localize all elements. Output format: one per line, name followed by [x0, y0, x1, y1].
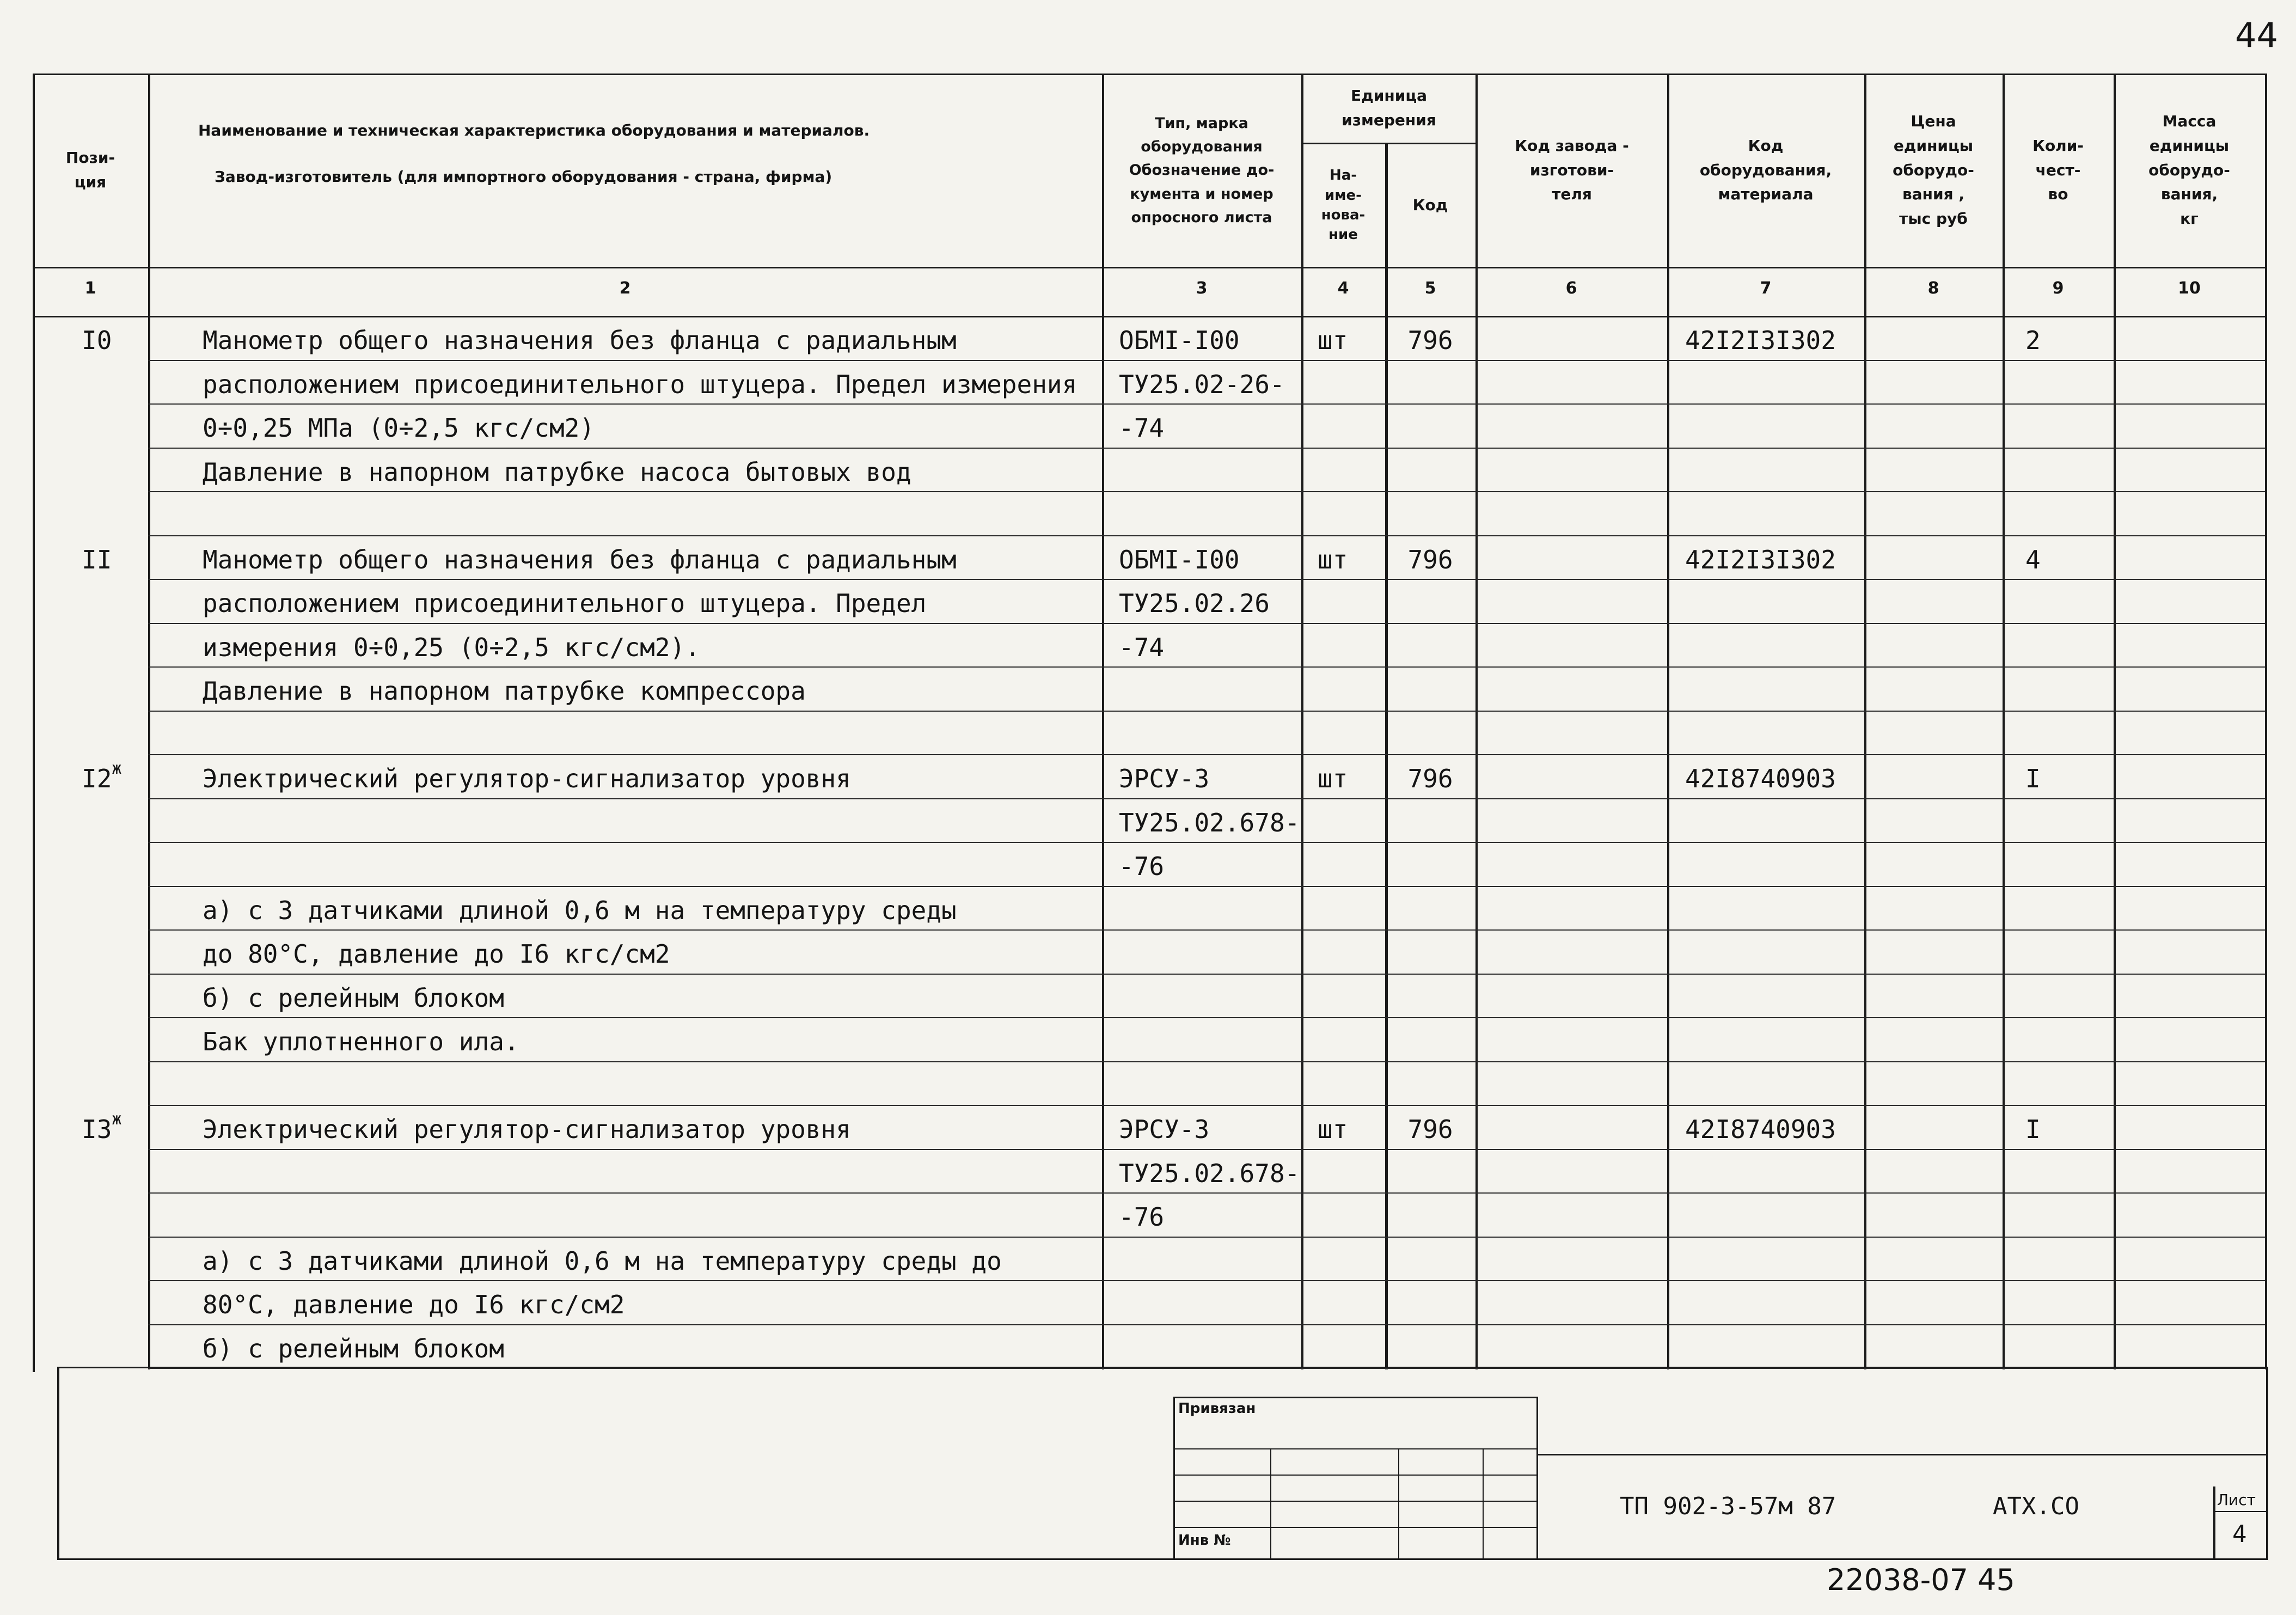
table-row [0, 842, 2296, 886]
column-number-3: 3 [1196, 279, 1208, 298]
binding-label: Привязан [1178, 1400, 1256, 1417]
name-cell: Электрический регулятор-сигнализатор уровня [203, 764, 851, 793]
header-name [149, 75, 1102, 266]
column-number-6: 6 [1565, 279, 1577, 298]
type-cell: ЭРСУ-3 [1119, 1115, 1210, 1144]
table-row [0, 1017, 2296, 1061]
table-row [0, 1061, 2296, 1105]
sheet-number: 4 [2232, 1520, 2247, 1548]
table-row [0, 1237, 2296, 1281]
name-cell: расположением присоединительного штуцера. Предел измерения [203, 369, 1077, 399]
header-unit-code: Код [1412, 195, 1448, 214]
table-row [0, 579, 2296, 623]
project-code: ТП 902-3-57м 87 [1620, 1492, 1836, 1520]
name-cell: Давление в напорном патрубке насоса бытовых вод [203, 457, 911, 487]
unit-name-cell: шт [1318, 545, 1348, 574]
table-row [0, 754, 2296, 798]
position-cell: I0 [82, 326, 112, 355]
type-cell: ОБМI-I00 [1119, 545, 1240, 574]
table-row [0, 886, 2296, 930]
quantity-cell: 4 [2025, 545, 2041, 574]
column-number-8: 8 [1927, 279, 1939, 298]
type-cell: ЭРСУ-3 [1119, 764, 1210, 793]
type-cell: ТУ25.02.26 [1119, 589, 1270, 618]
header-price: Цена единицы оборудо- вания , тыс руб [1893, 112, 1974, 228]
archive-number-handwritten: 22038-07 45 [1827, 1563, 2015, 1597]
table-row [0, 623, 2296, 667]
column-number-1: 1 [84, 279, 96, 298]
header-manufacturer-code: Код завода - изготови- теля [1515, 136, 1629, 204]
name-cell: Манометр общего назначения без фланца с радиальным [203, 545, 957, 574]
unit-code-cell: 796 [1407, 545, 1453, 574]
table-row [0, 1105, 2296, 1149]
table-row [0, 491, 2296, 535]
type-cell: -76 [1119, 852, 1165, 881]
name-cell: а) с 3 датчиками длиной 0,6 м на температуру среды [203, 895, 957, 925]
type-cell: -74 [1119, 632, 1165, 662]
name-cell: Электрический регулятор-сигнализатор уровня [203, 1115, 851, 1144]
type-cell: ТУ25.02.678- [1119, 808, 1300, 837]
name-cell: до 80°С, давление до I6 кгс/см2 [203, 939, 670, 969]
table-row [0, 1192, 2296, 1237]
table-row [0, 929, 2296, 974]
name-cell: измерения 0÷0,25 (0÷2,5 кгс/см2). [203, 632, 700, 662]
name-cell: 80°С, давление до I6 кгс/см2 [203, 1290, 625, 1319]
unit-code-cell: 796 [1407, 326, 1453, 355]
table-row [0, 1149, 2296, 1193]
unit-name-cell: шт [1318, 764, 1348, 793]
table-row [0, 535, 2296, 579]
document-code: АТХ.СО [1993, 1492, 2079, 1520]
name-cell: расположением присоединительного штуцера. Предел [203, 589, 927, 618]
header-name-line2: Завод-изготовитель (для импортного оборудования - страна, фирма) [215, 168, 832, 186]
header-equipment-code: Код оборудования, материала [1699, 136, 1832, 204]
table-row [0, 403, 2296, 448]
name-cell: а) с 3 датчиками длиной 0,6 м на температуру среды до [203, 1246, 1002, 1276]
type-cell: ТУ25.02.678- [1119, 1158, 1300, 1188]
position-cell: $I3^ж$ [82, 1110, 122, 1144]
header-position: Пози- ция [65, 149, 115, 191]
header-unit-name: На- име- нова- ние [1321, 167, 1366, 243]
table-row [0, 448, 2296, 492]
equipment-code-cell: 42I8740903 [1685, 1115, 1836, 1144]
quantity-cell: I [2025, 764, 2041, 793]
unit-name-cell: шт [1318, 326, 1348, 355]
unit-code-cell: 796 [1407, 1115, 1453, 1144]
table-row [0, 1280, 2296, 1324]
type-cell: -74 [1119, 413, 1165, 443]
inventory-number-label: Инв № [1178, 1532, 1231, 1549]
header-unit-group: Единица измерения [1342, 87, 1436, 129]
unit-name-cell: шт [1318, 1115, 1348, 1144]
column-number-10: 10 [2178, 279, 2201, 298]
column-number-2: 2 [619, 279, 631, 298]
position-cell: II [82, 545, 112, 574]
type-cell: ОБМI-I00 [1119, 326, 1240, 355]
sheet-label: Лист [2217, 1491, 2256, 1509]
position-cell: $I2^ж$ [82, 759, 122, 793]
column-number-4: 4 [1337, 279, 1349, 298]
name-cell: 0÷0,25 МПа (0÷2,5 кгс/см2) [203, 413, 595, 443]
name-cell: Давление в напорном патрубке компрессора [203, 676, 806, 706]
name-cell: б) с релейным блоком [203, 1333, 504, 1363]
table-row [0, 360, 2296, 404]
column-number-5: 5 [1424, 279, 1436, 298]
quantity-cell: I [2025, 1115, 2041, 1144]
equipment-code-cell: 42I2I3I302 [1685, 545, 1836, 574]
quantity-cell: 2 [2025, 326, 2041, 355]
equipment-code-cell: 42I8740903 [1685, 764, 1836, 793]
column-number-9: 9 [2052, 279, 2064, 298]
type-cell: ТУ25.02-26- [1119, 369, 1285, 399]
table-row [0, 1324, 2296, 1368]
table-row [0, 711, 2296, 755]
header-quantity: Коли- чест- во [2032, 136, 2084, 204]
position-mark: ж [112, 759, 122, 778]
unit-code-cell: 796 [1407, 764, 1453, 793]
table-row [0, 798, 2296, 842]
binding-stamp [1173, 1397, 1538, 1560]
type-cell: -76 [1119, 1202, 1165, 1232]
column-number-7: 7 [1760, 279, 1772, 298]
position-mark: ж [112, 1110, 122, 1129]
table-row [0, 974, 2296, 1018]
equipment-code-cell: 42I2I3I302 [1685, 326, 1836, 355]
table-row [0, 316, 2296, 360]
header-name-line1: Наименование и техническая характеристика оборудования и материалов. [198, 121, 870, 139]
name-cell: Бак уплотненного ила. [203, 1027, 519, 1056]
header-mass: Масса единицы оборудо- вания, кг [2148, 112, 2230, 228]
table-row [0, 666, 2296, 711]
sheet-number-handwritten: 44 [2235, 15, 2278, 55]
name-cell: Манометр общего назначения без фланца с радиальным [203, 326, 957, 355]
name-cell: б) с релейным блоком [203, 983, 504, 1013]
header-type: Тип, марка оборудования Обозначение до- кумента и номер опросного листа [1129, 115, 1275, 226]
